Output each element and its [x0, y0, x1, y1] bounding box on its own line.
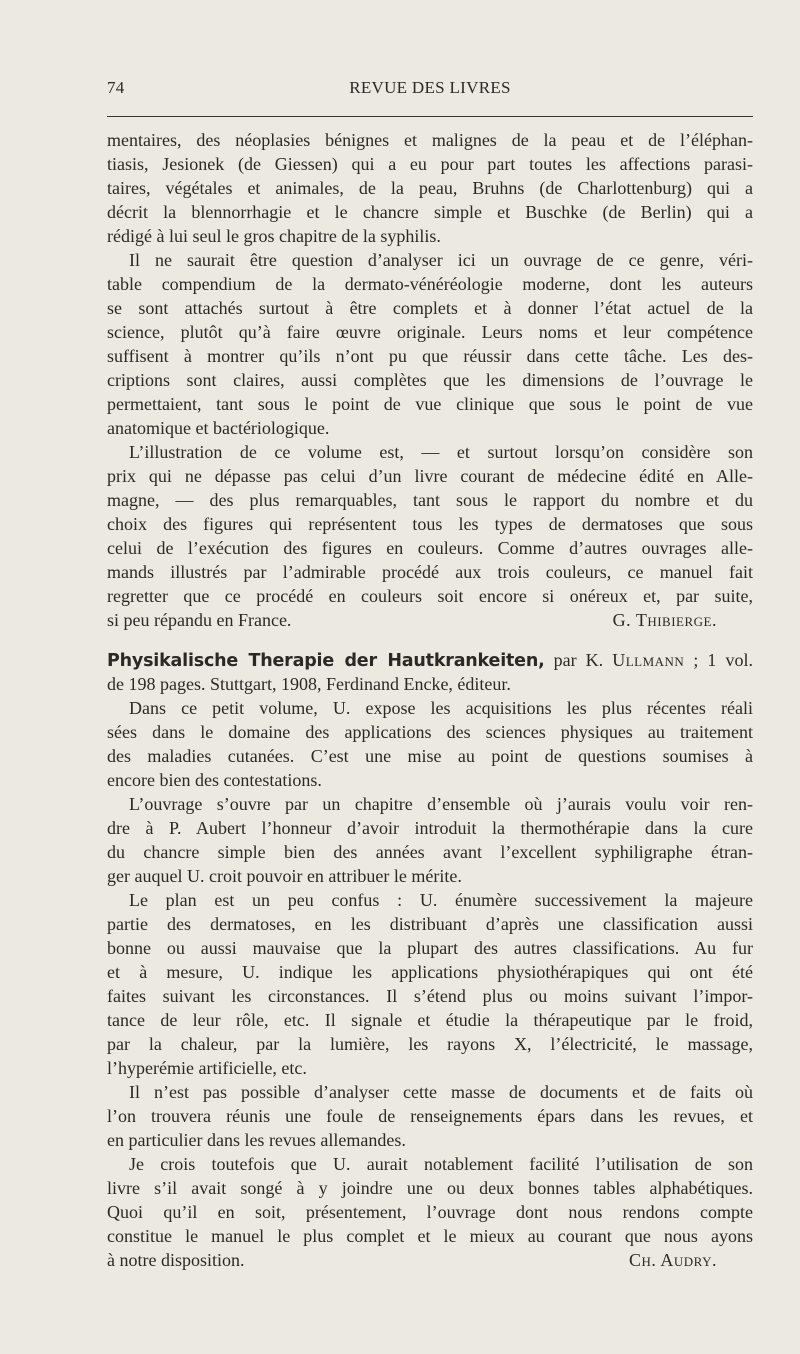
text-line: suffisent à montrer qu’ils n’ont pu que réussir dans cette tâche. Les des-: [107, 346, 753, 366]
text-line: Je crois toutefois que U. aurait notablement facilité l’utilisation de son: [129, 1154, 753, 1174]
review-thibierge: [107, 128, 753, 632]
review-audry: [107, 648, 753, 1272]
book-details-line: de 198 pages. Stuttgart, 1908, Ferdinand Encke, éditeur.: [107, 674, 511, 694]
text-line: taires, végétales et animales, de la peau, Bruhns (de Charlottenburg) qui a: [107, 178, 753, 198]
book-title: Physikalische Therapie der Hautkrankeiten,: [107, 651, 545, 671]
book-title-line: [107, 648, 753, 672]
book-author: Ullmann: [612, 650, 685, 670]
text-line: sées dans le domaine des applications des sciences physiques au traitement: [107, 722, 753, 742]
text-line: Quoi qu’il en soit, présentement, l’ouvrage dont nous rendons compte: [107, 1202, 753, 1222]
closing-line: [107, 608, 753, 632]
closing-text: si peu répandu en France.: [107, 610, 292, 630]
text-line: prix qui ne dépasse pas celui d’un livre courant de médecine édité en Alle-: [107, 466, 753, 486]
page-body: [107, 128, 753, 1272]
closing-text: à notre disposition.: [107, 1250, 245, 1270]
text-line: et à mesure, U. indique les applications physiothérapiques qui ont été: [107, 962, 753, 982]
text-line: Il ne saurait être question d’analyser ici un ouvrage de ce genre, véri-: [129, 250, 753, 270]
text-line: dre à P. Aubert l’honneur d’avoir introduit la thermothérapie dans la cure: [107, 818, 753, 838]
closing-line: [107, 1248, 753, 1272]
text-line: faites suivant les circonstances. Il s’étend plus ou moins suivant l’impor-: [107, 986, 753, 1006]
text-line: science, plutôt qu’à faire œuvre originale. Leurs noms et leur compétence: [107, 322, 753, 342]
text-line: rédigé à lui seul le gros chapitre de la syphilis.: [107, 226, 441, 246]
text-line: du chancre simple bien des années avant l’excellent syphiligraphe étran-: [107, 842, 753, 862]
text-line: table compendium de la dermato-vénéréologie moderne, dont les auteurs: [107, 274, 753, 294]
text-line: partie des dermatoses, en les distribuant d’après une classification aussi: [107, 914, 753, 934]
text-line: constitue le manuel le plus complet et le mieux au courant que nous ayons: [107, 1226, 753, 1246]
header-rule: [107, 116, 753, 117]
text-line: l’hyperémie artificielle, etc.: [107, 1058, 307, 1078]
text-line: criptions sont claires, aussi complètes que les dimensions de l’ouvrage le: [107, 370, 753, 390]
text-line: en particulier dans les revues allemandes.: [107, 1130, 406, 1150]
text-line: permettaient, tant sous le point de vue clinique que sous le point de vue: [107, 394, 753, 414]
text-line: L’illustration de ce volume est, — et surtout lorsqu’on considère son: [129, 442, 753, 462]
text-line: Dans ce petit volume, U. expose les acquisitions les plus récentes réali: [129, 698, 753, 718]
text-line: Il n’est pas possible d’analyser cette masse de documents et de faits où: [129, 1082, 753, 1102]
running-head: REVUE DES LIVRES: [349, 78, 511, 97]
text-line: tiasis, Jesionek (de Giessen) qui a eu pour part toutes les affections parasi-: [107, 154, 753, 174]
text-line: mands illustrés par l’admirable procédé aux trois couleurs, ce manuel fait: [107, 562, 753, 582]
text-line: Le plan est un peu confus : U. énumère successivement la majeure: [129, 890, 753, 910]
page-header: [107, 78, 753, 102]
byline: par K.: [544, 650, 613, 670]
reviewer-signature: G. Thibierge.: [612, 610, 717, 630]
text-line: mentaires, des néoplasies bénignes et malignes de la peau et de l’éléphan-: [107, 130, 753, 150]
text-line: choix des figures qui représentent tous les types de dermatoses que sous: [107, 514, 753, 534]
text-line: l’on trouvera réunis une foule de renseignements épars dans les revues, et: [107, 1106, 753, 1126]
text-line: L’ouvrage s’ouvre par un chapitre d’ensemble où j’aurais voulu voir ren-: [129, 794, 753, 814]
text-line: encore bien des contestations.: [107, 770, 322, 790]
text-line: bonne ou aussi mauvaise que la plupart des autres classifications. Au fur: [107, 938, 753, 958]
text-line: magne, — des plus remarquables, tant sous le rapport du nombre et du: [107, 490, 753, 510]
text-line: des maladies cutanées. C’est une mise au point de questions soumises à: [107, 746, 753, 766]
section-gap: [107, 632, 753, 648]
text-line: tance de leur rôle, etc. Il signale et étudie la thérapeutique par le froid,: [107, 1010, 753, 1030]
text-line: anatomique et bactériologique.: [107, 418, 330, 438]
text-line: regretter que ce procédé en couleurs soit encore si onéreux et, par suite,: [107, 586, 753, 606]
text-line: livre s’il avait songé à y joindre une ou deux bonnes tables alphabétiques.: [107, 1178, 753, 1198]
text-line: celui de l’exécution des figures en couleurs. Comme d’autres ouvrages alle-: [107, 538, 753, 558]
book-details: ; 1 vol.: [684, 650, 753, 670]
text-line: décrit la blennorrhagie et le chancre simple et Buschke (de Berlin) qui a: [107, 202, 753, 222]
page-number: 74: [107, 78, 125, 97]
reviewer-signature: Ch. Audry.: [628, 1250, 717, 1270]
text-line: ger auquel U. croit pouvoir en attribuer le mérite.: [107, 866, 462, 886]
text-line: se sont attachés surtout à être complets et à donner l’état actuel de la: [107, 298, 753, 318]
text-line: par la chaleur, par la lumière, les rayons X, l’électricité, le massage,: [107, 1034, 753, 1054]
